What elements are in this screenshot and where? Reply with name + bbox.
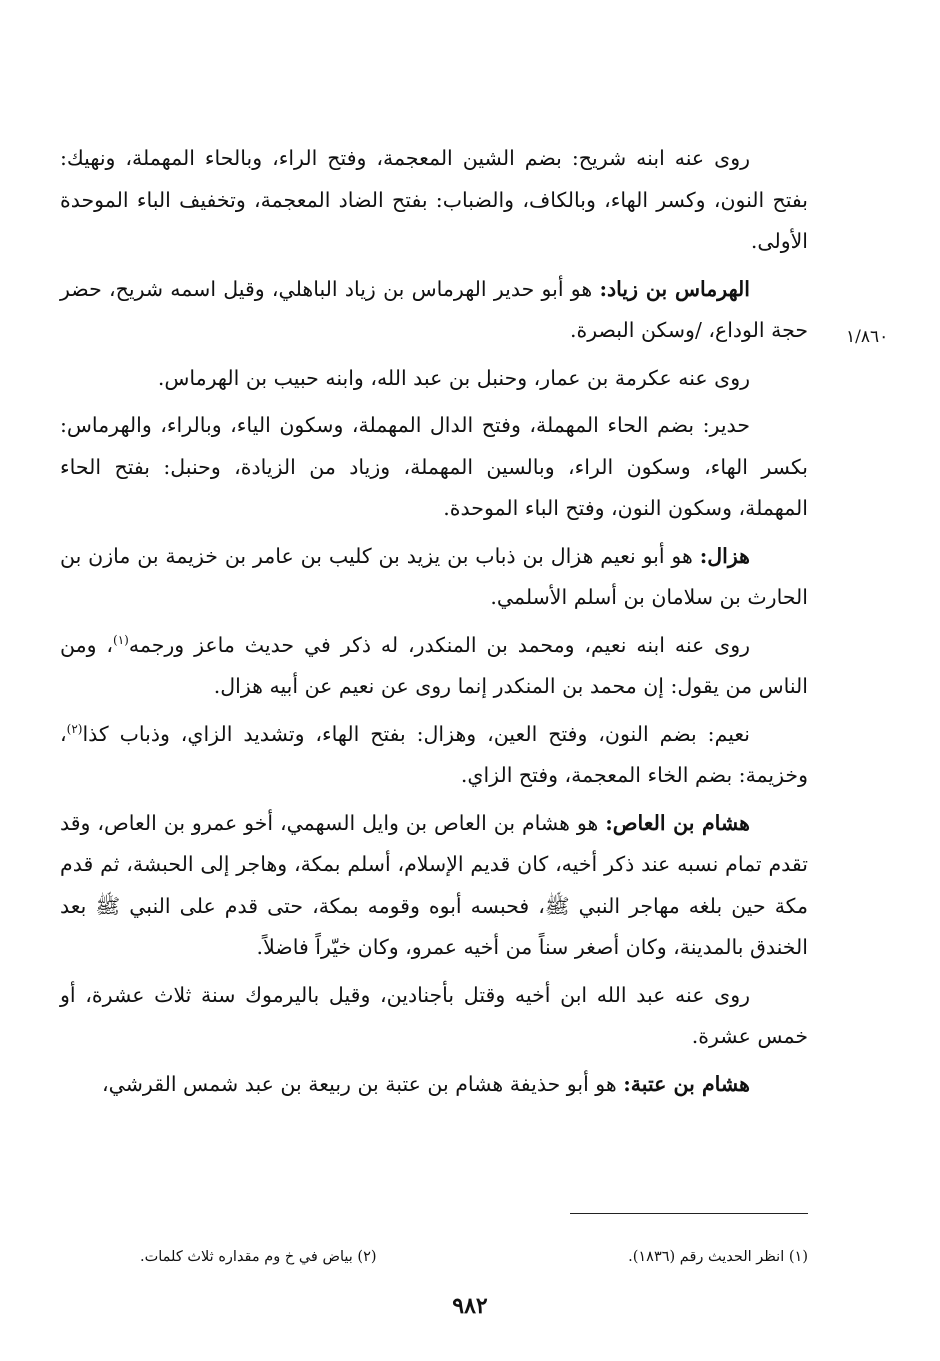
paragraph-7: نعيم: بضم النون، وفتح العين، وهزال: بفتح الهاء، وتشديد الزاي، وذباب كذا$^{(٢)}$، وخزيمة: بضم الخاء المعجمة، وفتح الزاي. [60,721,808,787]
paragraph-9: روى عنه عبد الله ابن أخيه وقتل بأجنادين، وقيل باليرموك سنة ثلاث عشرة، أو خمس عشرة. [60,982,808,1048]
entry-heading: الهرماس بن زياد: [599,276,750,301]
footnote-divider [570,1213,808,1214]
page-number: ٩٨٢ [452,1293,488,1319]
paragraph-6: روى عنه ابنه نعيم، ومحمد بن المنكدر، له ذكر في حديث ماعز ورجمه$^{(١)}$، ومن الناس من يقول: إن محمد بن المنكدر إنما روى عن نعيم عن أبيه هزال. [60,632,808,698]
footnote-1: (١) انظر الحديث رقم (١٨٣٦). [628,1249,808,1265]
paragraph-8: هشام بن العاص: هو هشام بن العاص بن وايل السهمي، أخو عمرو بن العاص، وقد تقدم تمام نسبه عند ذكر أخيه، كان قديم الإسلام، أسلم بمكة، وهاجر إلى الحبشة، ثم قدم مكة حين بلغه مهاجر النبي ﷺ، فحبسه أبوه وقومه بمكة، حتى قدم على النبي ﷺ بعد الخندق بالمدينة، وكان أصغر سناً من أخيه عمرو، وكان خيّراً فاضلاً. [60,810,808,959]
paragraph-4: حدير: بضم الحاء المهملة، وفتح الدال المهملة، وسكون الياء، وبالراء، والهرماس: بكسر الهاء، وسكون الراء، وبالسين المهملة، وزياد من الزيادة، وحنبل: بفتح الحاء المهملة، وسكون النون، وفتح الباء الموحدة. [60,413,808,520]
paragraph-2: الهرماس بن زياد: هو أبو حدير الهرماس بن زياد الباهلي، وقيل اسمه شريح، حضر حجة الوداع، /وسكن البصرة. [60,276,808,342]
footnote-ref-2[interactable]: (٢) [66,721,83,736]
margin-reference: ١/٨٦٠ [846,327,889,347]
footnotes [140,1244,808,1270]
main-text [60,138,808,1111]
paragraph-3: روى عنه عكرمة بن عمار، وحنبل بن عبد الله، وابنه حبيب بن الهرماس. [157,365,750,390]
entry-heading: هشام بن عتبة: [623,1071,750,1096]
footnote-ref-1[interactable]: (١) [113,632,129,647]
entry-heading: هشام بن العاص: [605,810,750,835]
entry-heading: هزال: [699,543,750,568]
paragraph-10: هشام بن عتبة: هو أبو حذيفة هشام بن عتبة بن ربيعة بن عبد شمس القرشي، [102,1071,750,1096]
paragraph-5: هزال: هو أبو نعيم هزال بن ذباب بن يزيد بن كليب بن عامر بن خزيمة بن مازن بن الحارث بن سلامان بن أسلم الأسلمي. [60,543,808,609]
paragraph-1: روى عنه ابنه شريح: بضم الشين المعجمة، وفتح الراء، وبالحاء المهملة، ونهيك: بفتح النون، وكسر الهاء، وبالكاف، والضباب: بفتح الضاد المعجمة، وتخفيف الباء الموحدة الأولى. [60,146,808,253]
footnote-2: (٢) بياض في خ وم مقداره ثلاث كلمات. [140,1249,377,1265]
